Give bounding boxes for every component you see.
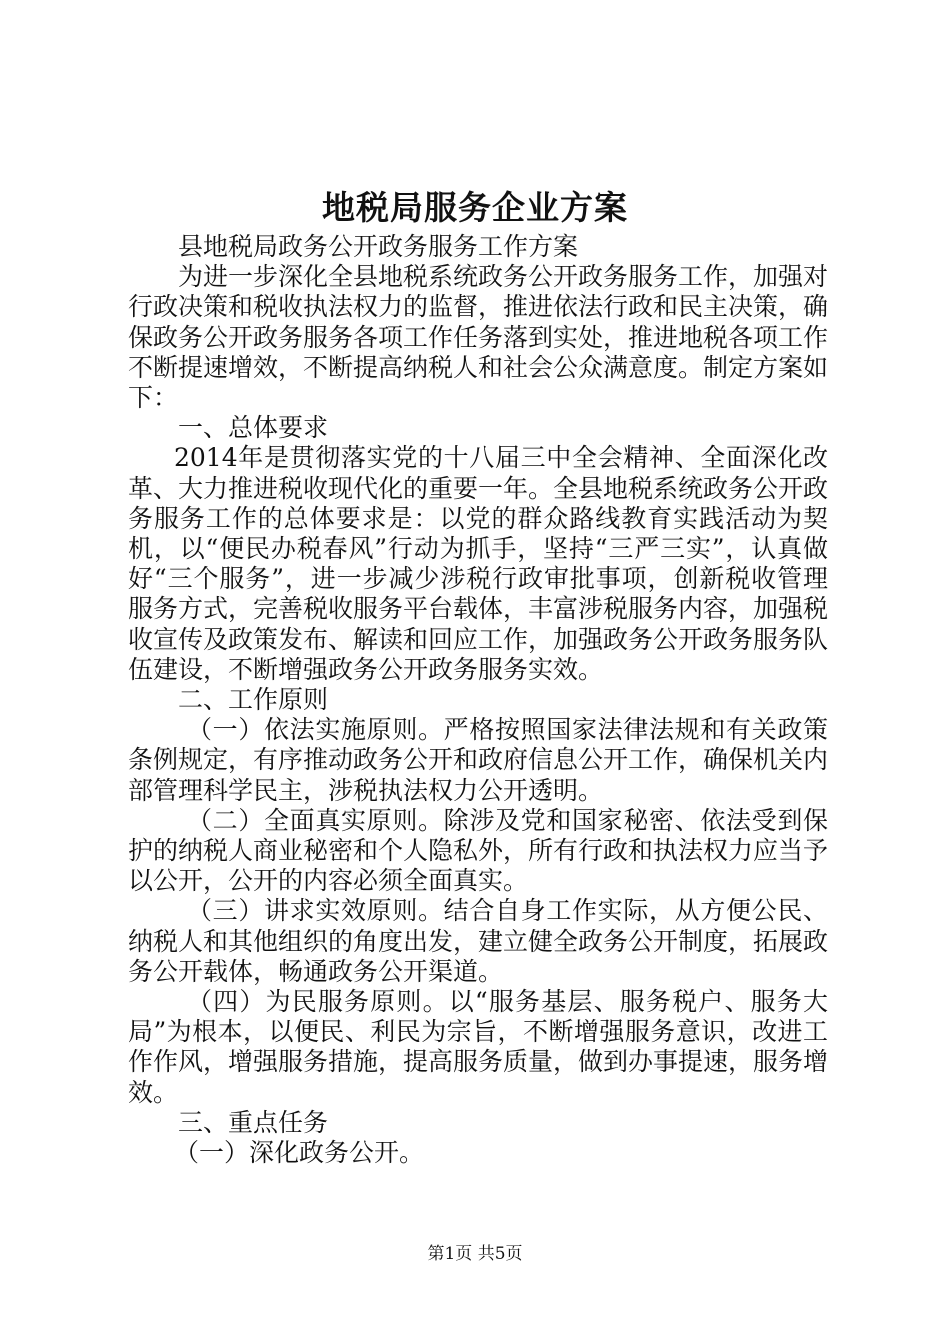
principle-item-3: （三）讲求实效原则。结合自身工作实际，从方便公民、纳税人和其他组织的角度出发，建立健全政务公开制度，拓展政务公开载体，畅通政务公开渠道。 — [128, 896, 829, 986]
document-title: 地税局服务企业方案 — [322, 188, 628, 227]
section-heading-3: 三、重点任务 — [178, 1107, 329, 1137]
section-heading-2: 二、工作原则 — [178, 685, 329, 715]
task-item-1: （一）深化政务公开。 — [174, 1138, 425, 1168]
subtitle-paragraph: 县地税局政务公开政务服务工作方案 — [178, 232, 579, 261]
document-body — [128, 232, 828, 1168]
principle-item-1: （一）依法实施原则。严格按照国家法律法规和有关政策条例规定，有序推动政务公开和政府信息公开工作，确保机关内部管理科学民主，涉税执法权力公开透明。 — [128, 715, 829, 805]
general-requirements-paragraph: 2014年是贯彻落实党的十八届三中全会精神、全面深化改革、大力推进税收现代化的重要一年。全县地税系统政务公开政务服务工作的总体要求是：以党的群众路线教育实践活动为契机，以“便民办税春风”行动为抓手，坚持“三严三实”，认真做好“三个服务”，进一步减少涉税行政审批事项，创新税收管理服务方式，完善税收服务平台载体，丰富涉税服务内容，加强税收宣传及政策发布、解读和回应工作，加强政务公开政务服务队伍建设，不断增强政务公开政务服务实效。 — [128, 443, 829, 684]
intro-paragraph: 为进一步深化全县地税系统政务公开政务服务工作，加强对行政决策和税收执法权力的监督，推进依法行政和民主决策，确保政务公开政务服务各项工作任务落到实处，推进地税各项工作不断提速增效，不断提高纳税人和社会公众满意度。制定方案如下： — [128, 262, 829, 413]
principle-item-4: （四）为民服务原则。以“服务基层、服务税户、服务大局”为根本，以便民、利民为宗旨，不断增强服务意识，改进工作作风，增强服务措施，提高服务质量，做到办事提速，服务增效。 — [128, 987, 829, 1107]
principle-item-2: （二）全面真实原则。除涉及党和国家秘密、依法受到保护的纳税人商业秘密和个人隐私外，所有行政和执法权力应当予以公开，公开的内容必须全面真实。 — [128, 805, 829, 896]
section-heading-1: 一、总体要求 — [178, 413, 329, 443]
page-footer: 第1页 共5页 — [427, 1244, 523, 1264]
